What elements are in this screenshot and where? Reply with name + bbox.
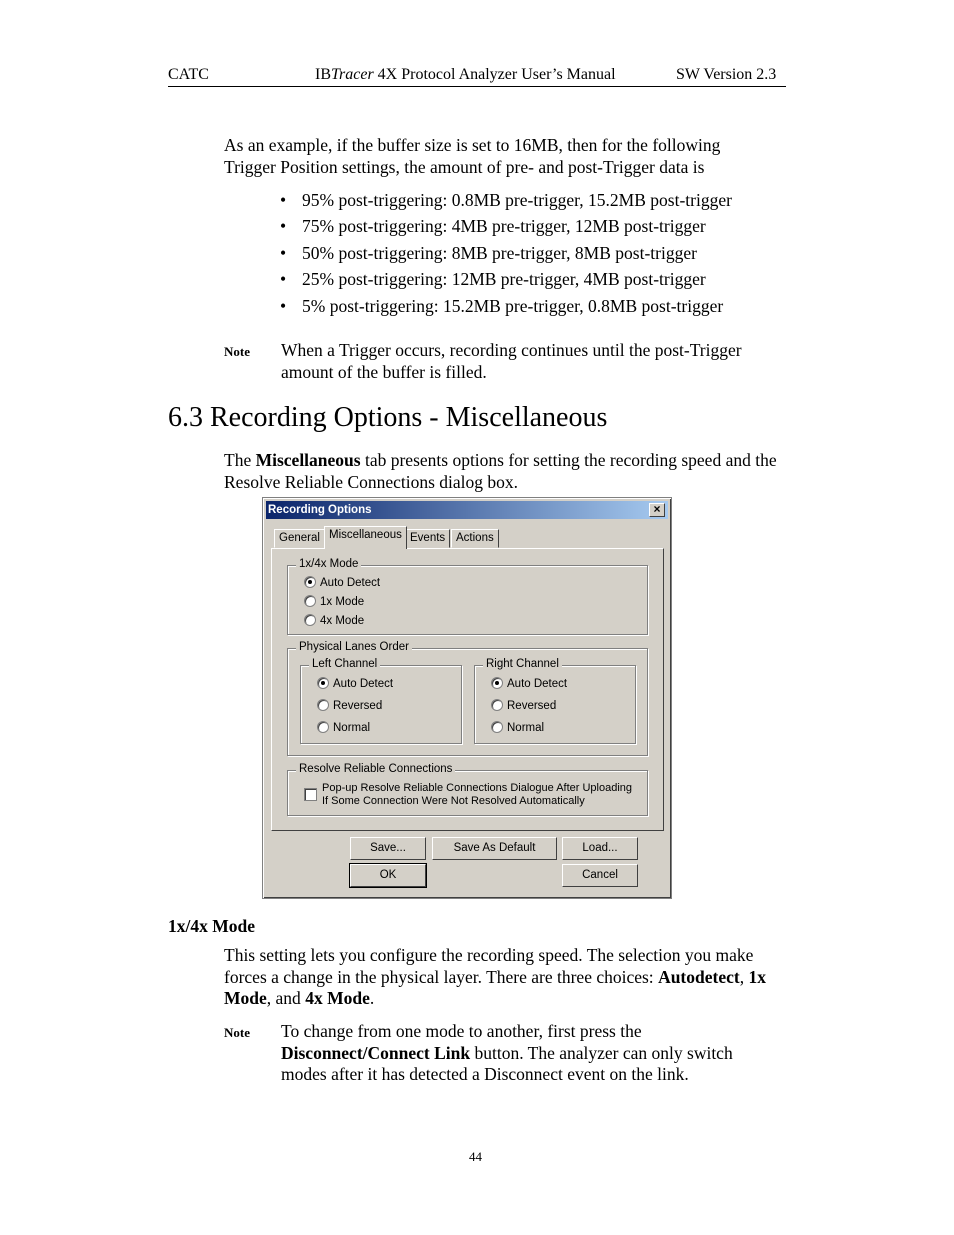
subsection-text: , and: [266, 988, 306, 1008]
subsection-bold: 1x Mode: [224, 966, 766, 1008]
header-rule: [168, 86, 786, 87]
bullet-item: • 75% post-triggering: 4MB pre-trigger, 12MB post-trigger: [280, 216, 706, 236]
radio-icon[interactable]: [491, 721, 503, 733]
bullet-item: • 5% post-triggering: 15.2MB pre-trigger, 0.8MB post-trigger: [280, 296, 724, 316]
header-title: [315, 66, 616, 84]
subsection-paragraph: [224, 945, 786, 1010]
note-text-part: To change from one mode to another, first press the: [281, 1021, 642, 1041]
note-text: When a Trigger occurs, recording continues until the post-Trigger amount of the buffer is filled.: [281, 340, 742, 382]
radio-icon[interactable]: [491, 699, 503, 711]
radio-selected-icon[interactable]: [304, 576, 316, 588]
left-channel-label: Left Channel: [309, 658, 380, 670]
mode-group-label: 1x/4x Mode: [296, 558, 361, 570]
header-right: SW Version 2.3: [676, 66, 777, 83]
lanes-group: [287, 641, 648, 756]
radio-label: 1x Mode: [320, 596, 365, 608]
header-title-italic: Tracer: [331, 66, 374, 83]
radio-icon[interactable]: [317, 721, 329, 733]
tab-miscellaneous[interactable]: Miscellaneous: [324, 526, 407, 549]
resolve-group-label: Resolve Reliable Connections: [296, 763, 455, 775]
left-radio-auto-detect[interactable]: [317, 677, 393, 690]
dialog-title: Recording Options: [268, 504, 372, 516]
bullet-text: 25% post-triggering: 12MB pre-trigger, 4MB post-trigger: [302, 269, 706, 289]
section-text: The: [224, 450, 256, 470]
subsection-title: 1x/4x Mode: [168, 916, 256, 936]
header-left: CATC: [168, 66, 209, 83]
bullet-item: • 50% post-triggering: 8MB pre-trigger, 8MB post-trigger: [280, 243, 697, 263]
save-button[interactable]: Save...: [350, 837, 426, 860]
resolve-checkbox[interactable]: [304, 788, 317, 801]
tab-general[interactable]: General: [274, 529, 325, 548]
radio-label: Auto Detect: [333, 678, 394, 690]
left-radio-reversed[interactable]: [317, 699, 382, 712]
note-text-part: button. The analyzer can only switch modes after it has detected a Disconnect event on the link.: [281, 1042, 733, 1084]
radio-selected-icon[interactable]: [491, 677, 503, 689]
save-as-default-button[interactable]: Save As Default: [432, 837, 557, 860]
bullet-text: 5% post-triggering: 15.2MB pre-trigger, 0.8MB post-trigger: [302, 296, 724, 316]
recording-options-dialog: [262, 497, 672, 899]
section-text: tab presents options for setting the recording speed and the Resolve Reliable Connections dialog box.: [224, 450, 777, 492]
tab-events[interactable]: Events: [405, 529, 450, 548]
radio-label: Auto Detect: [320, 577, 381, 589]
resolve-line: If Some Connection Were Not Resolved Automatically: [322, 795, 585, 807]
lanes-group-label: Physical Lanes Order: [296, 641, 412, 653]
tab-actions[interactable]: Actions: [451, 529, 499, 548]
radio-icon[interactable]: [304, 595, 316, 607]
radio-selected-icon[interactable]: [317, 677, 329, 689]
close-icon[interactable]: ×: [649, 503, 665, 517]
right-channel-group: [474, 658, 636, 744]
section-title: 6.3 Recording Options - Miscellaneous: [168, 402, 608, 433]
radio-label: Reversed: [507, 700, 557, 712]
subsection-bold: Autodetect: [658, 966, 740, 987]
left-channel-group: [300, 658, 462, 744]
radio-icon[interactable]: [304, 614, 316, 626]
note-bold: Disconnect/Connect Link: [281, 1042, 471, 1063]
section-bold: Miscellaneous: [255, 450, 361, 470]
radio-4x-mode[interactable]: [304, 614, 364, 627]
radio-label: Auto Detect: [507, 678, 568, 690]
subsection-bold: 4x Mode: [305, 988, 370, 1008]
resolve-line: Pop-up Resolve Reliable Connections Dialogue After Uploading: [322, 782, 633, 794]
subsection-text: This setting lets you configure the recording speed. The selection you make forces a change in the physical layer. There are three choices:: [224, 945, 754, 987]
cancel-button[interactable]: Cancel: [562, 864, 638, 887]
right-radio-normal[interactable]: [491, 721, 544, 734]
radio-1x-mode[interactable]: [304, 595, 364, 608]
bullet-item: • 25% post-triggering: 12MB pre-trigger, 4MB post-trigger: [280, 269, 706, 289]
load-button[interactable]: Load...: [562, 837, 638, 860]
note-label: Note: [224, 1025, 250, 1040]
header-title-rest: 4X Protocol Analyzer User’s Manual: [373, 66, 616, 83]
subsection-text: .: [369, 988, 375, 1008]
radio-auto-detect[interactable]: [304, 576, 380, 589]
right-radio-reversed[interactable]: [491, 699, 556, 712]
right-radio-auto-detect[interactable]: [491, 677, 567, 690]
bullet-text: 95% post-triggering: 0.8MB pre-trigger, 15.2MB post-trigger: [302, 190, 732, 210]
subsection-text: ,: [739, 966, 749, 987]
header-title-prefix: IB: [315, 66, 331, 83]
tab-panel: [271, 548, 664, 831]
left-radio-normal[interactable]: [317, 721, 370, 734]
section-paragraph: [224, 450, 786, 493]
bullet-item: • 95% post-triggering: 0.8MB pre-trigger, 15.2MB post-trigger: [280, 190, 732, 210]
resolve-checkbox-label[interactable]: [322, 782, 632, 808]
bullet-text: 75% post-triggering: 4MB pre-trigger, 12MB post-trigger: [302, 216, 706, 236]
radio-label: Normal: [333, 722, 371, 734]
dialog-titlebar: [266, 501, 668, 519]
right-channel-label: Right Channel: [483, 658, 562, 670]
radio-icon[interactable]: [317, 699, 329, 711]
page-number: 44: [469, 1149, 482, 1164]
mode-group: [287, 558, 648, 635]
ok-button[interactable]: OK: [350, 864, 426, 887]
radio-label: Normal: [507, 722, 545, 734]
radio-label: Reversed: [333, 700, 383, 712]
note-text: [281, 1021, 781, 1086]
intro-paragraph: As an example, if the buffer size is set to 16MB, then for the following Trigger Position settings, the amount of pre- and post-Trigger data is: [224, 135, 721, 177]
bullet-text: 50% post-triggering: 8MB pre-trigger, 8MB post-trigger: [302, 243, 697, 263]
resolve-group: [287, 763, 648, 816]
radio-label: 4x Mode: [320, 615, 365, 627]
note-label: Note: [224, 344, 250, 359]
